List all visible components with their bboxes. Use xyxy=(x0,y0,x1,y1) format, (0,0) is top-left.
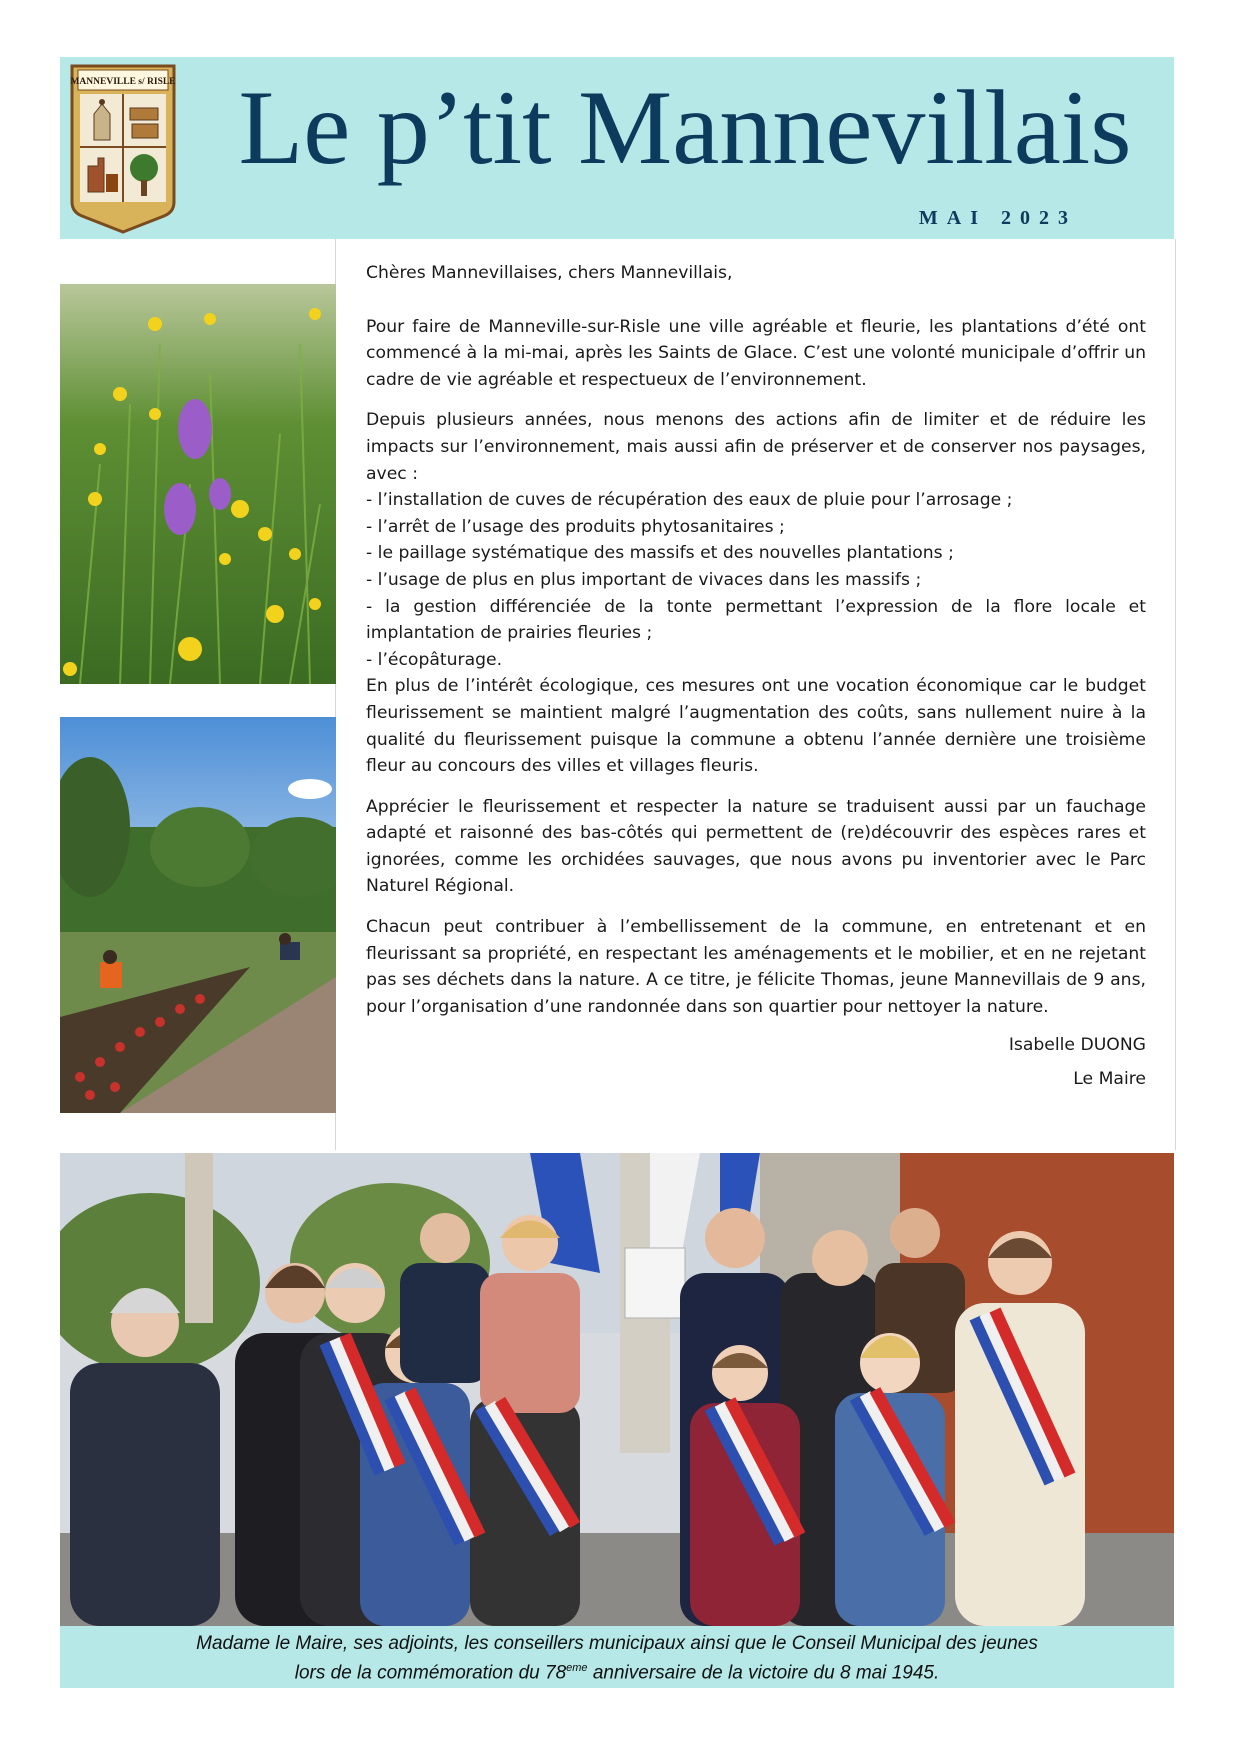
letter-paragraph-intro: Depuis plusieurs années, nous menons des actions afin de limiter et de réduire les impacts sur l’environnement, mais aussi afin de préserver et de conserver nos paysages, avec : xyxy=(366,410,1146,484)
wildflower-photo xyxy=(60,284,336,684)
caption-line-2: lors de la commémoration du 78eme anniversaire de la victoire du 8 mai 1945. xyxy=(294,1662,940,1684)
letter-paragraph: Pour faire de Manneville-sur-Risle une ville agréable et fleurie, les plantations d’été ont commencé à la mi-mai, après les Saints de Glace. C’est une volonté municipale d’offrir un cadre de vie agréable et respectueux de l’environnement. xyxy=(366,316,1146,390)
commemoration-group-photo xyxy=(60,1153,1174,1626)
list-item: - l’usage de plus en plus important de vivaces dans les massifs ; xyxy=(366,569,922,590)
list-item: - l’arrêt de l’usage des produits phytosanitaires ; xyxy=(366,516,785,537)
list-item: - la gestion différenciée de la tonte permettant l’expression de la flore locale et implantation de prairies fleuries ; xyxy=(366,596,1146,644)
photo-caption xyxy=(60,1626,1174,1688)
letter-greeting: Chères Mannevillaises, chers Mannevillais, xyxy=(366,263,733,283)
newsletter-title: Le p’tit Mannevillais xyxy=(238,69,1132,186)
signature-title: Le Maire xyxy=(1073,1069,1146,1090)
svg-text:MANNEVILLE s/ RISLE: MANNEVILLE s/ RISLE xyxy=(70,77,176,87)
list-item: - le paillage systématique des massifs et des nouvelles plantations ; xyxy=(366,543,954,564)
header-band xyxy=(60,57,1174,239)
planting-photo xyxy=(60,717,336,1113)
issue-date: MAI 2023 xyxy=(918,207,1077,229)
signature-name: Isabelle DUONG xyxy=(1008,1035,1146,1056)
actions-list xyxy=(366,487,1146,673)
letter-paragraph: Chacun peut contribuer à l’embellissement de la commune, en entretenant et en fleurissant sa propriété, en respectant les aménagements et le mobilier, et en ne rejetant pas ses déchets dans la nature. A ce titre, je félicite Thomas, jeune Mannevillais de 9 ans, pour l’organisation d’une randonnée dans son quartier pour nettoyer la nature. xyxy=(366,917,1146,1017)
caption-line-1: Madame le Maire, ses adjoints, les conseillers municipaux ainsi que le Conseil Municipal des jeunes xyxy=(196,1633,1038,1654)
mayor-letter xyxy=(366,260,1146,1096)
town-crest-logo xyxy=(68,62,178,234)
list-item: - l’écopâturage. xyxy=(366,649,503,670)
letter-paragraph: En plus de l’intérêt écologique, ces mesures ont une vocation économique car le budget fleurissement se maintient malgré l’augmentation des coûts, sans nullement nuire à la qualité du fleurissement puisque la commune a obtenu l’année dernière une troisième fleur au concours des villes et villages fleuris. xyxy=(366,676,1146,777)
letter-paragraph: Apprécier le fleurissement et respecter la nature se traduisent aussi par un fauchage adapté et raisonné des bas-côtés qui permettent de (re)découvrir des espèces rares et ignorées, comme les orchidées sauvages, que nous avons pu inventorier avec le Parc Naturel Régional. xyxy=(366,796,1146,897)
list-item: - l’installation de cuves de récupération des eaux de pluie pour l’arrosage ; xyxy=(366,490,1013,511)
